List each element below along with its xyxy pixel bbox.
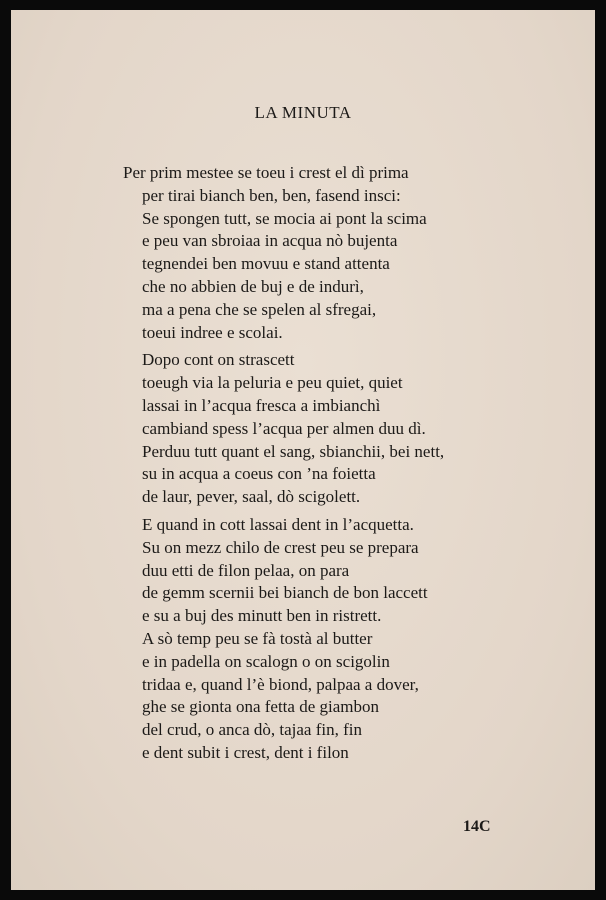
poem-line: lassai in l’acqua fresca a imbianchì [142,395,381,415]
page-number: 14С [463,818,491,835]
poem-line: A sò temp peu se fà tostà al butter [142,628,373,648]
poem-line: ghe se gionta ona fetta de giambon [142,697,379,717]
poem-line: toeugh via la peluria e peu quiet, quiet [142,373,403,393]
poem-line: Per prim mestee se toeu i crest el dì prima [123,163,409,182]
stanza [123,162,563,344]
poem-body [123,162,563,770]
poem-line: e su a buj des minutt ben in ristrett. [142,606,382,626]
page-title: LA MINUTA [254,103,352,122]
poem-line: e in padella on scalogn o on scigolin [142,651,390,671]
poem-line: e dent subit i crest, dent i filon [142,742,349,762]
poem-line: Se spongen tutt, se mocia ai pont la scima [142,208,427,228]
poem-line: toeui indree e scolai. [142,322,283,342]
poem-line: che no abbien de buj e de indurì, [142,276,364,296]
stanza [123,514,563,765]
book-page [11,10,595,890]
poem-line: Perduu tutt quant el sang, sbianchii, bei nett, [142,441,445,461]
poem-line: per tirai bianch ben, ben, fasend insci: [142,185,401,205]
poem-line: duu etti de filon pelaa, on para [142,560,350,580]
poem-line: Dopo cont on strascett [142,350,295,370]
poem-line: cambiand spess l’acqua per almen duu dì. [142,418,426,438]
poem-line: del crud, o anca dò, tajaa fin, fin [142,720,362,740]
poem-line: de gemm scernii bei bianch de bon laccett [142,583,428,603]
poem-line: su in acqua a coeus con ’na foietta [142,464,376,484]
poem-line: E quand in cott lassai dent in l’acquetta. [142,514,414,534]
poem-line: e peu van sbroiaa in acqua nò bujenta [142,231,398,251]
poem-line: Su on mezz chilo de crest peu se prepara [142,537,419,557]
poem-line: de laur, pever, saal, dò scigolett. [142,487,361,507]
poem-line: tridaa e, quand l’è biond, palpaa a dover, [142,674,419,694]
poem-line: tegnendei ben movuu e stand attenta [142,254,390,274]
stanza [123,349,563,509]
poem-line: ma a pena che se spelen al sfregai, [142,299,377,319]
